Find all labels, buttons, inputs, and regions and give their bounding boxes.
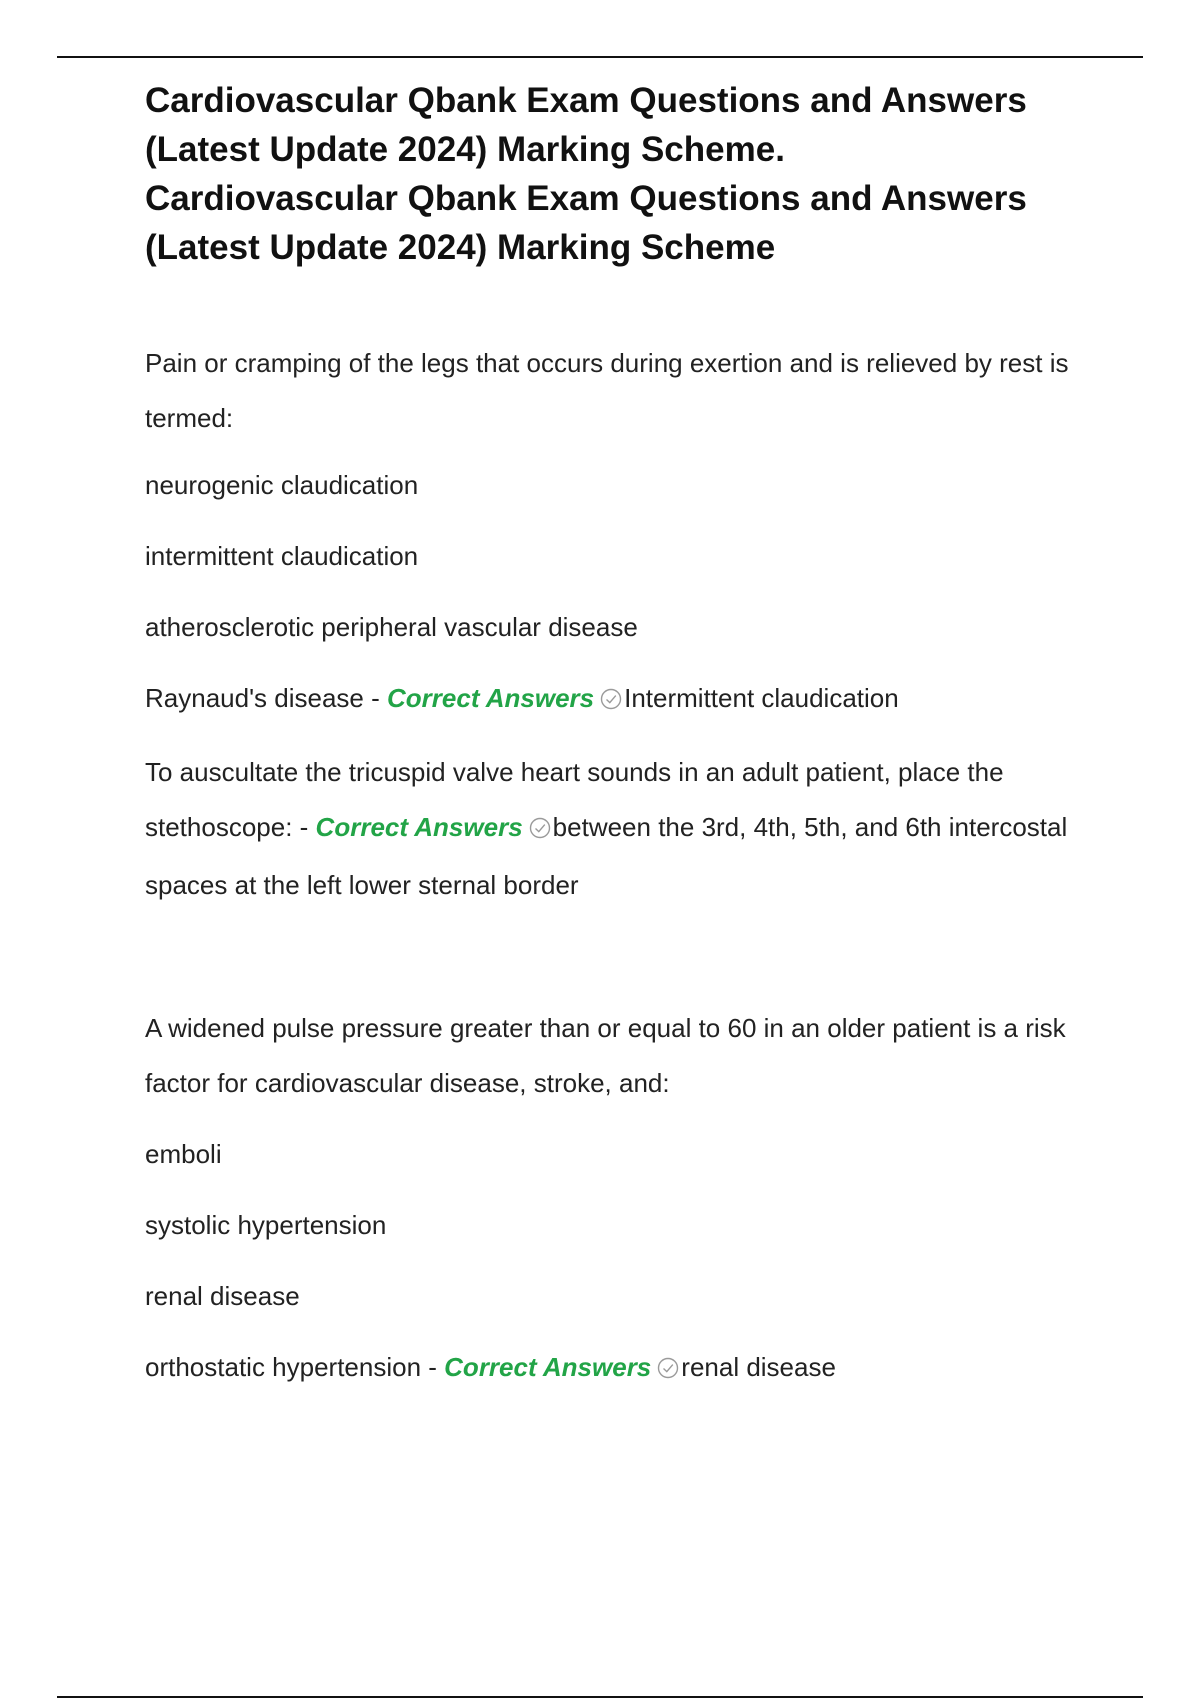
question-1-answer-line [145,671,1105,729]
question-1-option: intermittent claudication [145,541,419,571]
title-line: (Latest Update 2024) Marking Scheme [145,228,776,267]
check-circle-icon [529,803,551,858]
question-1-last-option: Raynaud's disease [145,683,364,713]
question-2-block [145,745,1105,913]
title-line: (Latest Update 2024) Marking Scheme. [145,130,785,169]
question-3-option: systolic hypertension [145,1210,387,1240]
question-2-answer: between the 3rd, 4th, 5th, and 6th intercostal spaces at the left lower sternal border [145,812,1068,900]
question-3-text: A widened pulse pressure greater than or equal to 60 in an older patient is a risk factor for cardiovascular disease, stroke, and: [145,1013,1066,1098]
question-1-option: neurogenic claudication [145,470,419,500]
correct-answers-label: Correct Answers [444,1352,652,1382]
correct-answers-label: Correct Answers [315,812,523,842]
document-title [145,76,1105,272]
correct-answers-label: Correct Answers [387,683,595,713]
question-3-answer-line [145,1340,1105,1398]
separator: - [363,683,387,713]
bottom-rule [57,1696,1143,1698]
separator: - [292,812,316,842]
document-body [145,76,1105,1398]
check-circle-icon [657,1343,679,1398]
question-2-text: To auscultate the tricuspid valve heart sounds in an adult patient, place the stethoscope: [145,757,1004,842]
question-3-last-option: orthostatic hypertension [145,1352,422,1382]
title-line: Cardiovascular Qbank Exam Questions and Answers [145,179,1027,218]
check-circle-icon [600,674,622,729]
question-3-answer: renal disease [681,1352,836,1382]
question-1-option: atherosclerotic peripheral vascular disease [145,612,638,642]
title-line: Cardiovascular Qbank Exam Questions and Answers [145,81,1027,120]
question-1-text: Pain or cramping of the legs that occurs during exertion and is relieved by rest is termed: [145,348,1069,433]
top-rule [57,56,1143,58]
question-3-option: emboli [145,1139,222,1169]
separator: - [421,1352,445,1382]
question-3-option: renal disease [145,1281,300,1311]
question-1-answer: Intermittent claudication [624,683,899,713]
